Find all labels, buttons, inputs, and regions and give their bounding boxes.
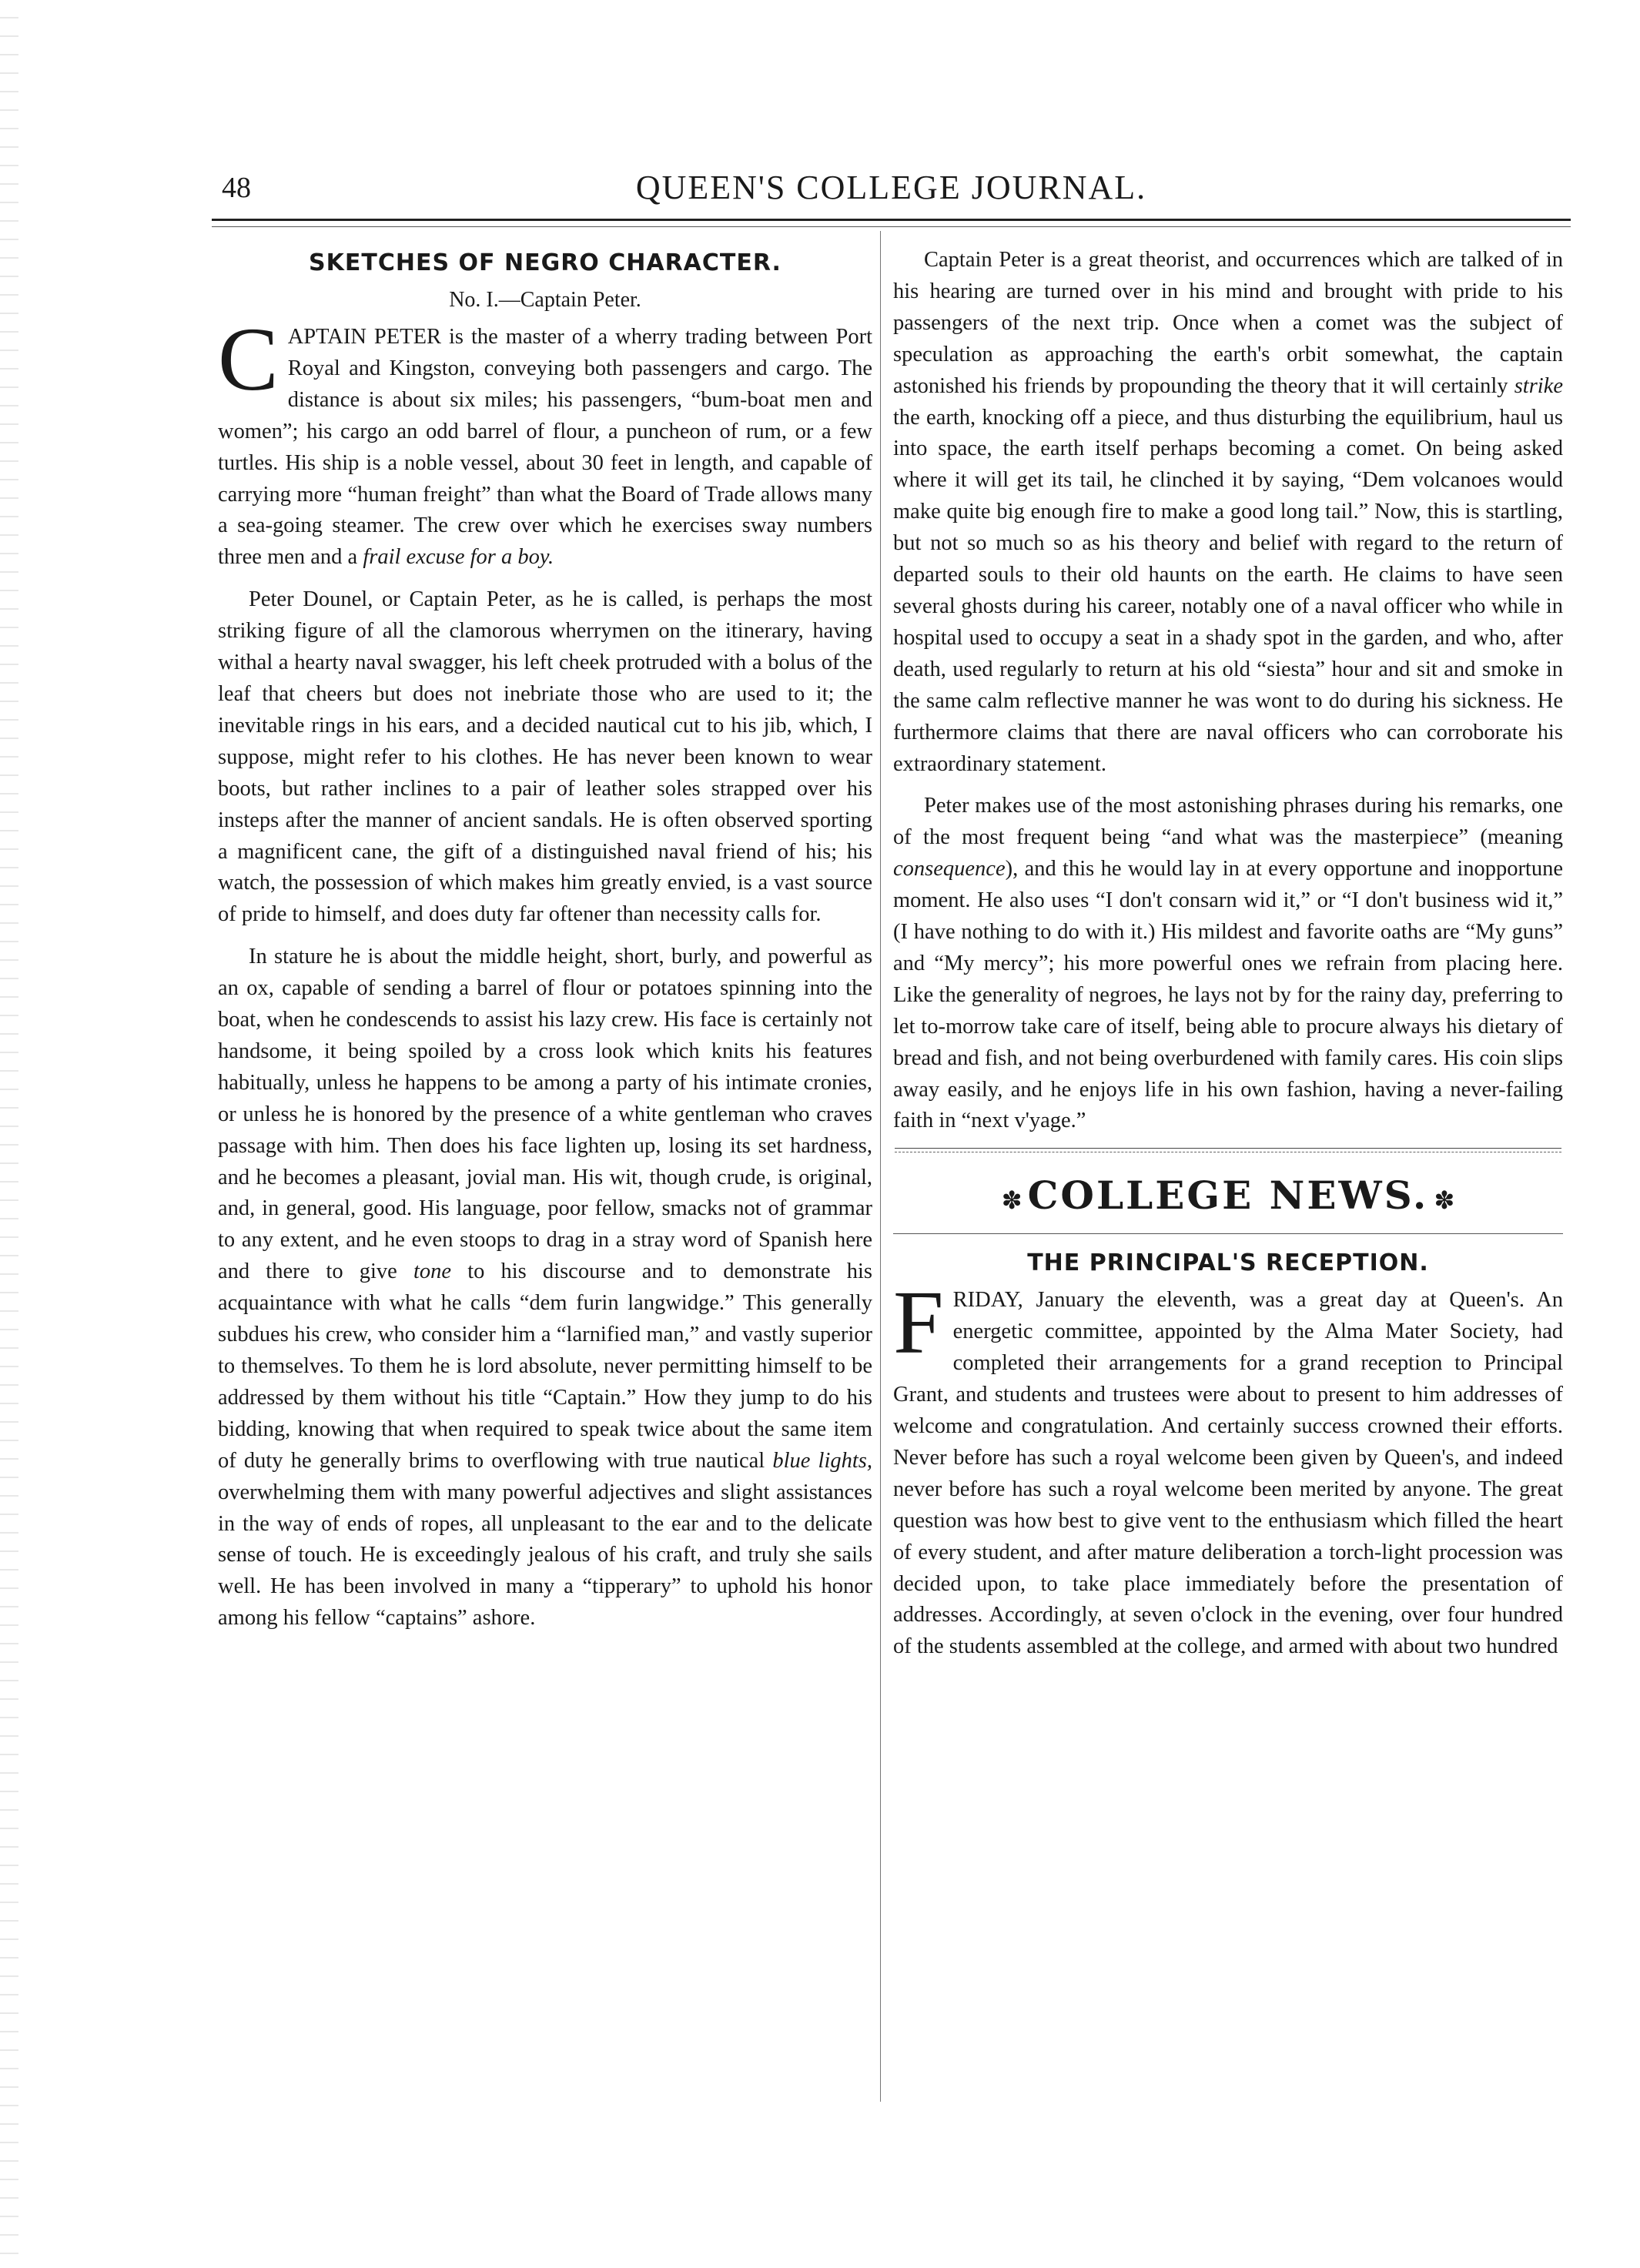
- section-separator: [893, 1148, 1563, 1152]
- paragraph-text: APTAIN PETER is the master of a wherry trading between Port Royal and Kingston, conveying both passengers and cargo. The distance is about six miles; his passengers, “bum-boat men and women”; his cargo an odd barrel of flour, a puncheon of rum, or a few turtles. His ship is a noble vessel, about 30 feet in length, and capable of carrying more “human freight” than what the Board of Trade allows many a sea-going steamer. The crew over which he exercises sway numbers three men and a: [218, 325, 872, 570]
- paragraph-5: [893, 791, 1563, 1137]
- paragraph-1: [218, 309, 872, 574]
- italic-word: tone: [413, 1259, 452, 1284]
- news-rule: [893, 1233, 1563, 1234]
- college-news-heading: [893, 1172, 1563, 1226]
- paragraph-text: ), and this he would lay in at every opportune and inopportune moment. He also uses “I don't consarn wid it,” or “I don't business wid it,” (I have nothing to do with it.) His mildest and favorite oaths are “My guns” and “My mercy”; his more powerful ones we refrain from placing here. Like the generality of negroes, he lays not by for the rainy day, preferring to let to-morrow take care of itself, being able to procure always his dietary of bread and fish, and not being overburdened with family cares. His coin slips away easily, and he enjoys life in his own fashion, having a never-failing faith in “next v'yage.”: [893, 857, 1563, 1133]
- header-rule-heavy: [212, 219, 1571, 221]
- college-news-title: COLLEGE NEWS.: [1027, 1172, 1429, 1219]
- paragraph-text: overwhelming them with many powerful adjectives and slight assistances in the way of ends of ropes, all unpleasant to the ear and to the delicate sense of touch. He is exceedingly jealous of his craft, and truly she sails well. He has been involved in many a “tipperary” to uphold his honor among his fellow “captains” ashore.: [218, 1480, 872, 1631]
- column-divider: [880, 231, 881, 2102]
- article-subtitle: No. I.—Captain Peter.: [449, 288, 641, 312]
- ornament-left-icon: ✽: [1001, 1186, 1022, 1215]
- italic-phrase: blue lights,: [772, 1448, 872, 1473]
- right-column: [893, 245, 1563, 1674]
- header-rule-light: [212, 226, 1571, 227]
- scan-margin-noise: [0, 0, 18, 2268]
- ornament-right-icon: ✽: [1434, 1186, 1455, 1215]
- italic-word: strike: [1514, 373, 1564, 398]
- paragraph-text: Peter makes use of the most astonishing phrases during his remarks, one of the most frequent being “and what was the masterpiece” (meaning: [893, 794, 1563, 850]
- paragraph-text: to his discourse and to demonstrate his acquaintance with what he calls “dem furin langwidge.” This generally subdues his crew, who consider him a “larnified man,” and vastly superior to themselves. To them he is lord absolute, never permitting himself to be addressed by them without his title “Captain.” How they jump to do his bidding, knowing that when required to speak twice about the same item of duty he generally brims to overflowing with true nautical: [218, 1259, 873, 1473]
- news-article-title: THE PRINCIPAL'S RECEPTION.: [1027, 1249, 1429, 1277]
- paragraph-text: RIDAY, January the eleventh, was a great day at Queen's. An energetic committee, appointed by the Alma Mater Society, had completed their arrangements for a grand reception to Principal Grant, and students and trustees were about to present to him addresses of welcome and congratulation. And certainly success crowned their efforts. Never before has such a royal welcome been given by Queen's, and indeed never before has such a royal welcome been merited by anyone. The great question was how best to give vent to the enthusiasm which filled the heart of every student, and after mature deliberation a torch-light procession was decided upon, to take place immediately before the presentation of addresses. Accordingly, at seven o'clock in the evening, over four hundred of the students assembled at the college, and armed with about two hundred: [893, 1288, 1563, 1659]
- drop-cap: C: [218, 309, 279, 410]
- paragraph-text: the earth, knocking off a piece, and thus disturbing the equilibrium, haul us into space, the earth itself perhaps becoming a comet. On being asked where it will get its tail, he clinched it by saying, “Dem volcanoes would make quite big enough fire to make a good long tail.” Now, this is startling, but not so much so as his theory and belief with regard to the return of departed souls to their old haunts on the earth. He claims to have seen several ghosts during his career, notably one of a naval officer who while in hospital used to occupy a seat in a shady spot in the garden, and who, after death, used regularly to return at his old “siesta” hour and sit and smoke in the same calm reflective manner he was wont to do during his sickness. He furthermore claims that there are naval officers who can corroborate his extraordinary statement.: [893, 405, 1563, 776]
- paragraph-text: Captain Peter is a great theorist, and occurrences which are talked of in his hearing are turned over in his mind and brought with pride to his passengers of the next trip. Once when a comet was the subject of speculation as approaching the earth's orbit somewhat, the captain astonished his friends by propounding the theory that it will certainly: [893, 248, 1563, 398]
- journal-title: QUEEN'S COLLEGE JOURNAL.: [635, 169, 1147, 206]
- italic-word: consequence: [893, 857, 1006, 881]
- article-title: SKETCHES OF NEGRO CHARACTER.: [309, 249, 782, 276]
- drop-cap: F: [893, 1272, 944, 1373]
- paragraph-3: [218, 942, 872, 1634]
- left-column: [218, 245, 872, 1645]
- paragraph-2: Peter Dounel, or Captain Peter, as he is called, is perhaps the most striking figure of all the clamorous wherrymen on the itinerary, having withal a hearty naval swagger, his left cheek protruded with a bolus of the leaf that cheers but does not inebriate those who are used to it; the inevitable rings in his ears, and a decided nautical cut to his jib, which, I suppose, might refer to his clothes. He has never been known to wear boots, but rather inclines to a pair of leather soles strapped over his insteps after the manner of ancient sandals. He is often observed sporting a magnificent cane, the gift of a distinguished naval friend of his; his watch, the possession of which makes him greatly envied, is a vast source of pride to himself, and does duty far oftener than necessity calls for.: [218, 587, 872, 927]
- paragraph-text: In stature he is about the middle height, short, burly, and powerful as an ox, capable of sending a barrel of flour or potatoes spinning into the boat, when he condescends to assist his lazy crew. His face is certainly not handsome, it being spoiled by a cross look which knits his features habitually, unless he happens to be among a party of his intimate cronies, or unless he is honored by the presence of a white gentleman who craves passage with him. Then does his face lighten up, losing its set hardness, and he becomes a pleasant, jovial man. His wit, though crude, is original, and, in general, good. His language, poor fellow, smacks not of grammar to any extent, and he even stoops to drag in a stray word of Spanish here and there to give: [218, 945, 872, 1284]
- page-header: [216, 163, 1567, 209]
- italic-phrase: frail excuse for a boy.: [363, 545, 554, 570]
- paragraph-4: [893, 245, 1563, 780]
- page-number: 48: [222, 172, 251, 204]
- paragraph-6: [893, 1272, 1563, 1663]
